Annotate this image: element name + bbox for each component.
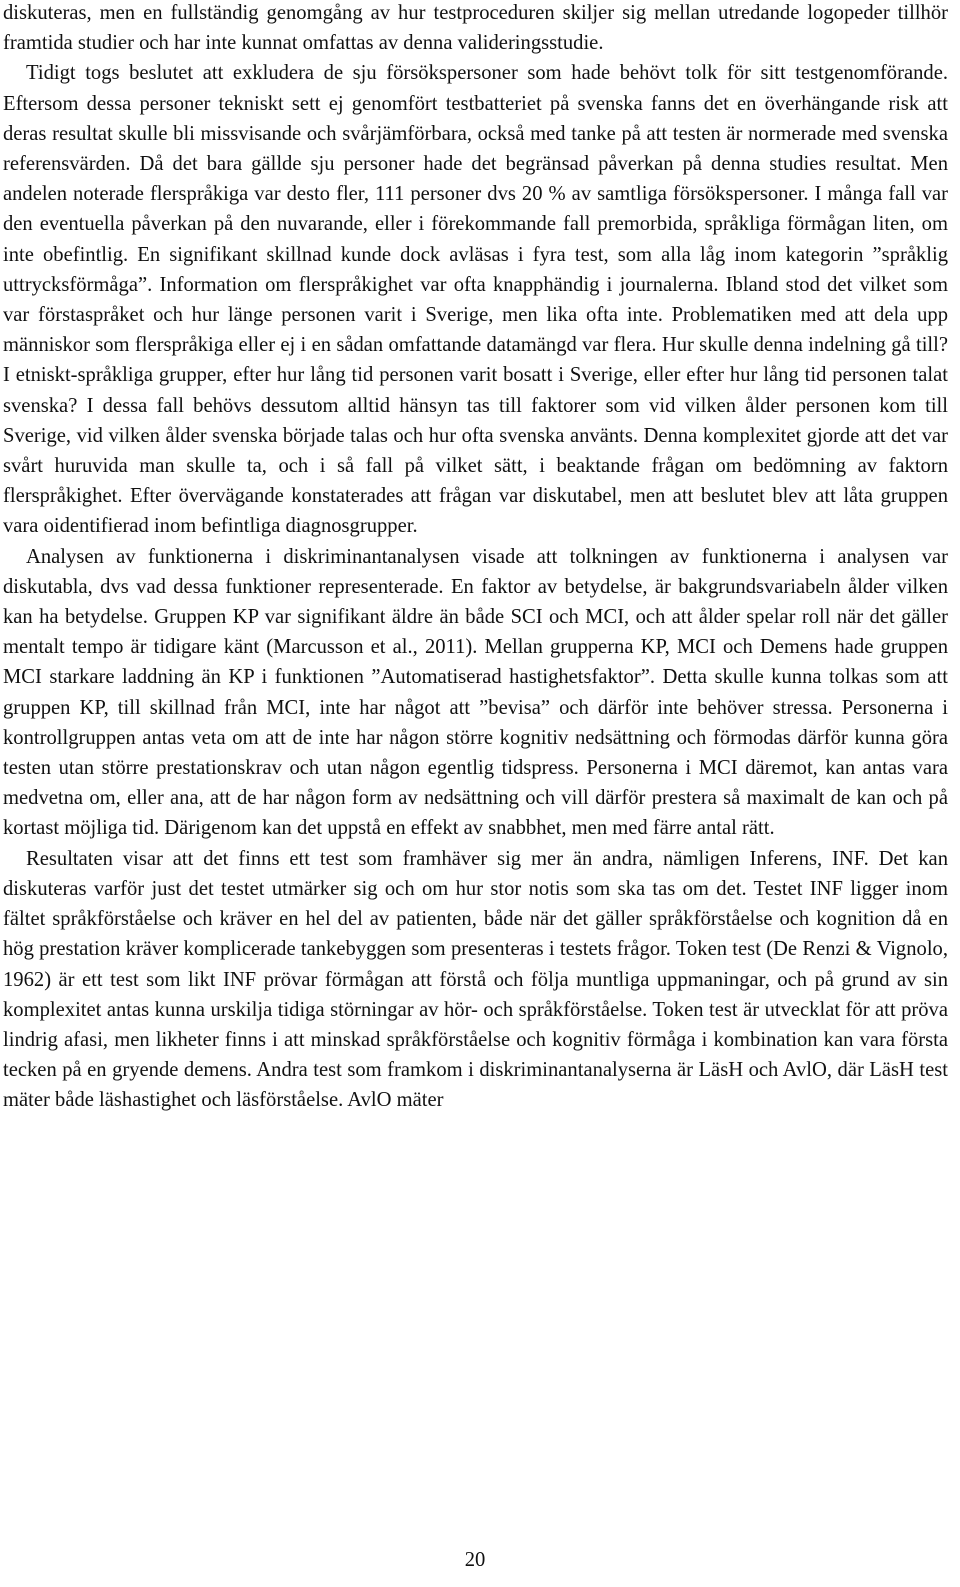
paragraph: diskuteras, men en fullständig genomgång av hur testproceduren skiljer sig mellan utredande logopeder tillhör framtida studier och har inte kunnat omfattas av denna valideringsstudie. — [3, 2, 948, 55]
page-number: 20 — [464, 1549, 486, 1571]
paragraph: Resultaten visar att det finns ett test som framhäver sig mer än andra, nämligen Inferens, INF. Det kan diskuteras varför just det testet utmärker sig och om hur stor notis som ska tas om det. Testet INF ligger inom fältet språkförståelse och kräver en hel del av patienten, både när det gäller språkförståelse och kognition då en hög prestation kräver komplicerade tankebyggen som presenteras i testets frågor. Token test (De Renzi & Vignolo, 1962) är ett test som likt INF prövar förmågan att förstå och följa muntliga uppmaningar, och på grund av sin komplexitet antas kunna urskilja tidiga störningar av hör- och språkförståelse. Token test är utvecklat för att pröva lindrig afasi, men likheter finns i att minskad språkförståelse och kognitiv förmåga i kombination kan vara första tecken på en gryende demens. Andra test som framkom i diskriminantanalyserna är LäsH och AvlO, där LäsH test mäter både läshastighet och läsförståelse. AvlO mäter — [3, 847, 948, 1112]
paragraph: Analysen av funktionerna i diskriminantanalysen visade att tolkningen av funktionerna i analysen var diskutabla, dvs vad dessa funktioner representerade. En faktor av betydelse, är bakgrundsvariabeln ålder vilken kan ha betydelse. Gruppen KP var signifikant äldre än både SCI och MCI, och att ålder spelar roll när det gäller mentalt tempo är tidigare känt (Marcusson et al., 2011). Mellan grupperna KP, MCI och Demens hade gruppen MCI starkare laddning än KP i funktionen ”Automatiserad hastighetsfaktor”. Detta skulle kunna tolkas som att gruppen KP, till skillnad från MCI, inte har något att ”bevisa” och därför inte behöver stressa. Personerna i kontrollgruppen antas veta om att de inte har någon större kognitiv nedsättning och förmodas därför kunna göra testen utan större prestationskrav och utan någon egentlig tidspress. Personerna i MCI däremot, kan antas vara medvetna om, eller ana, att de har någon form av nedsättning och vill därför prestera så maximalt de kan och på kortast möjliga tid. Därigenom kan det uppstå en effekt av snabbhet, men med färre antal rätt. — [3, 545, 948, 840]
paragraph: Tidigt togs beslutet att exkludera de sju försökspersoner som hade behövt tolk för sitt testgenomförande. Eftersom dessa personer tekniskt sett ej genomfört testbatteriet på svenska fanns det en överhängande risk att deras resultat skulle bli missvisande och svårjämförbara, också med tanke på att testen är normerade med svenska referensvärden. Då det bara gällde sju personer hade det begränsad påverkan på denna studies resultat. Men andelen noterade flerspråkiga var desto fler, 111 personer dvs 20 % av samtliga försökspersoner. I många fall var den eventuella påverkan på den nuvarande, eller i förekommande fall premorbida, språkliga förmågan liten, om inte obefintlig. En signifikant skillnad kunde dock avläsas i fyra test, som alla låg inom kategorin ”språklig uttrycksförmåga”. Information om flerspråkighet var ofta knapphändig i journalerna. Ibland stod det vilket som var förstaspråket och hur länge personen varit i Sverige, men lika ofta inte. Problematiken med att dela upp människor som flerspråkiga eller ej i en sådan omfattande datamängd var flera. Hur skulle denna indelning gå till? I etniskt-språkliga grupper, efter hur lång tid personen varit bosatt i Sverige, eller efter hur lång tid personen talat svenska? I dessa fall behövs dessutom alltid hänsyn tas till faktorer som vid vilken ålder personen kom till Sverige, vid vilken ålder svenska började talas och hur ofta svenska använts. Denna komplexitet gjorde att det var svårt huruvida man skulle ta, och i så fall på vilket sätt, i beaktande frågan om bedömning av faktorn flerspråkighet. Efter övervägande konstaterades att frågan var diskutabel, men att beslutet blev att låta gruppen vara oidentifierad inom befintliga diagnosgrupper. — [3, 62, 948, 538]
body-text — [3, 0, 948, 1116]
